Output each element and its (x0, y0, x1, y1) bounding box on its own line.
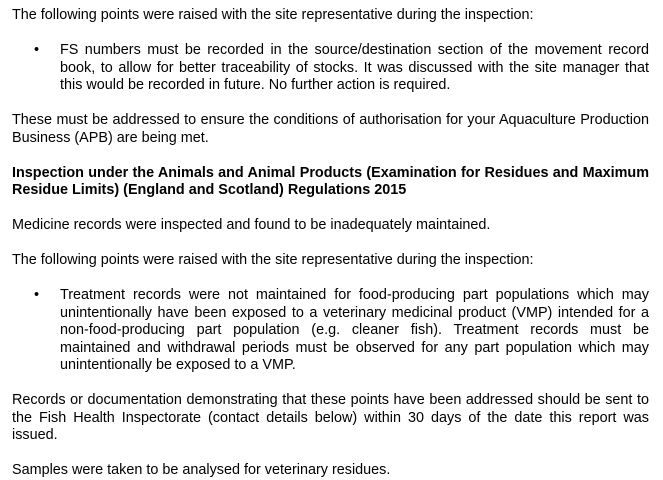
bullet-list-treatment-records (12, 287, 649, 375)
document-body (12, 7, 649, 480)
medicine-records-paragraph: Medicine records were inspected and found to be inadequately maintained. (12, 217, 491, 233)
list-item (12, 42, 649, 95)
bullet-icon: • (34, 42, 40, 58)
list-item-text: FS numbers must be recorded in the source/destination section of the movement record book, to allow for better traceability of stocks. It was discussed with the site manager that this would be recorded in future. No further action is required. (60, 42, 649, 93)
authorisation-paragraph: These must be addressed to ensure the conditions of authorisation for your Aquaculture Production Business (APB) are being met. (12, 112, 649, 146)
section-heading: Inspection under the Animals and Animal Products (Examination for Residues and Maximum Residue Limits) (England and Scotland) Regulations 2015 (12, 164, 649, 198)
list-item (12, 287, 649, 375)
intro-paragraph: The following points were raised with the site representative during the inspection: (12, 7, 534, 23)
points-raised-paragraph: The following points were raised with the site representative during the inspection: (12, 252, 534, 268)
list-item-text: Treatment records were not maintained for food-producing part populations which may unintentionally have been exposed to a veterinary medicinal product (VMP) intended for a non-food-producing part population (e.g. cleaner fish). Treatment records must be maintained and withdrawal periods must be observed for any part population which may unintentionally be exposed to a VMP. (60, 287, 649, 373)
bullet-list-movement-records (12, 42, 649, 95)
samples-paragraph: Samples were taken to be analysed for veterinary residues. (12, 462, 391, 478)
documentation-paragraph: Records or documentation demonstrating that these points have been addressed should be sent to the Fish Health Inspectorate (contact details below) within 30 days of the date this report was issued. (12, 392, 649, 443)
bullet-icon: • (34, 287, 40, 303)
